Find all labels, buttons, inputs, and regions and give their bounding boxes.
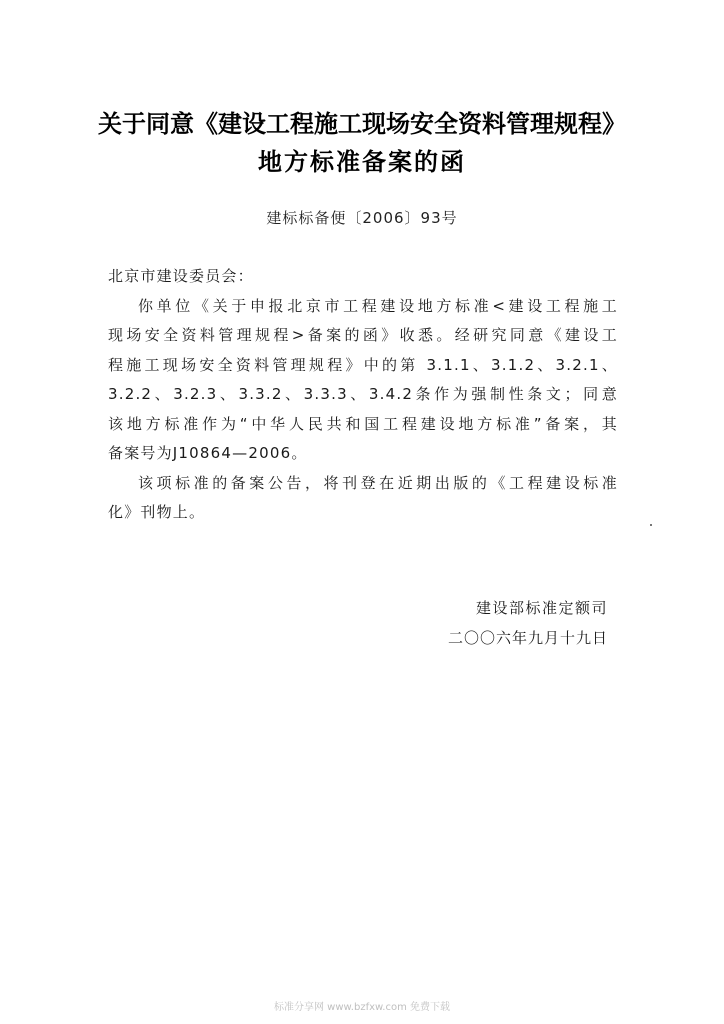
paragraph-2-line: 该项标准的备案公告，将刊登在近期出版的《工程建设标准	[138, 473, 618, 492]
paragraph-1-line: 程施工现场安全资料管理规程》中的第 3.1.1、3.1.2、3.2.1、	[108, 355, 618, 374]
scan-speck	[650, 524, 652, 526]
signature-org: 建设部标准定额司	[475, 599, 608, 617]
watermark: 标准分享网 www.bzfxw.com 免费下载	[274, 1002, 450, 1013]
paragraph-1-line: 3.2.2、3.2.3、3.3.2、3.3.3、3.4.2条作为强制性条文；同意	[108, 385, 618, 403]
signature-date: 二〇〇六年九月十九日	[447, 629, 608, 647]
paragraph-1-line: 该地方标准作为“中华人民共和国工程建设地方标准”备案，其	[108, 414, 618, 433]
paragraph-2-line: 化》刊物上。	[108, 503, 206, 521]
title-line-2: 地方标准备案的函	[258, 147, 466, 176]
salutation: 北京市建设委员会：	[108, 267, 254, 285]
paragraph-1-line: 备案号为J10864—2006。	[108, 444, 308, 462]
document-number: 建标标备便〔2006〕93号	[266, 209, 458, 227]
paragraph-1-line: 现场安全资料管理规程>备案的函》收悉。经研究同意《建设工	[108, 326, 618, 344]
letter-body	[108, 262, 618, 528]
title-line-1: 关于同意《建设工程施工现场安全资料管理规程》	[98, 109, 626, 138]
paragraph-1-line: 你单位《关于申报北京市工程建设地方标准<建设工程施工	[138, 296, 618, 315]
